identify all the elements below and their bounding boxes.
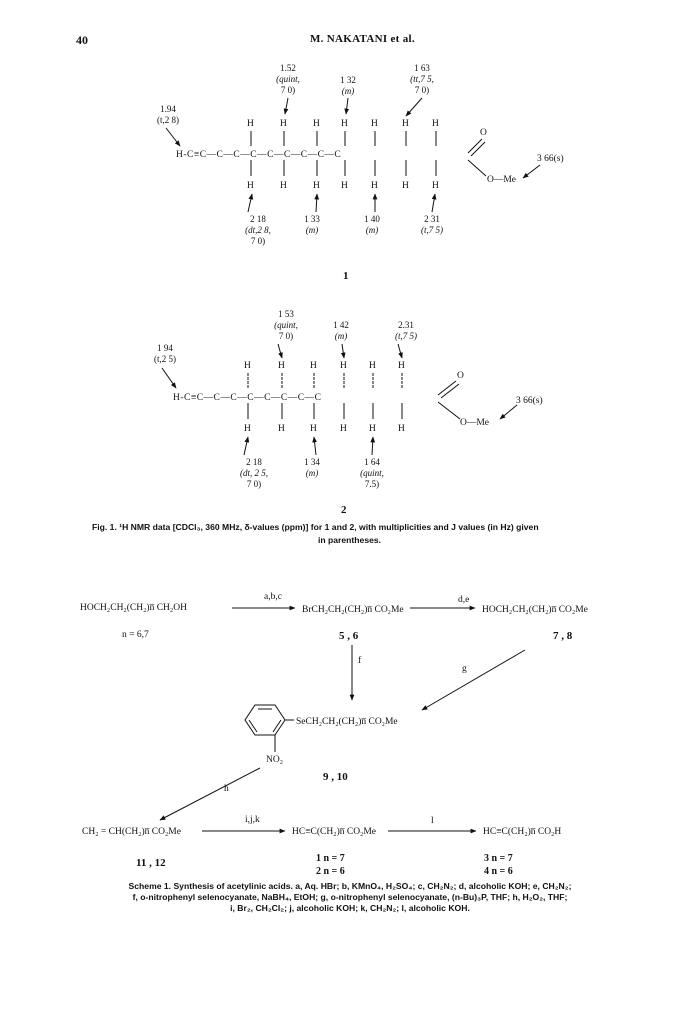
c2-shift-1.42: 1 42 (m) xyxy=(333,320,349,341)
compound-1-2-ester: HC≡C(CH₂)n̅ CO₂Me xyxy=(292,827,377,837)
c2-shift-3.66: 3 66(s) xyxy=(516,396,543,406)
svg-text:H: H xyxy=(278,361,285,371)
svg-text:H: H xyxy=(402,181,409,191)
c2-shift-1.53: 1 53 (quint, 7 0) xyxy=(274,309,298,341)
svg-text:H: H xyxy=(310,424,317,434)
svg-text:H: H xyxy=(398,424,405,434)
c2-chain: H-C≡C—C—C—C—C—C—C—C xyxy=(173,393,322,403)
c1-h-atoms-bonds xyxy=(247,119,486,191)
svg-text:H: H xyxy=(280,119,287,129)
c2-carbonyl-o: O xyxy=(457,371,464,381)
c1-shift-1.40: 1 40 (m) xyxy=(364,214,380,235)
svg-text:H: H xyxy=(244,424,251,434)
c1-shift-1.63: 1 63 (tt,7 5, 7 0) xyxy=(410,63,434,95)
c1-shift-1.33: 1 33 (m) xyxy=(304,214,320,235)
svg-text:H: H xyxy=(369,361,376,371)
compound-7-8: HOCH₂CH₂(CH₂)n̅ CO₂Me xyxy=(482,605,588,615)
svg-text:H: H xyxy=(402,119,409,129)
svg-text:H: H xyxy=(371,119,378,129)
reagent-g: g xyxy=(462,664,467,674)
scheme-n-values: n = 6,7 xyxy=(122,630,149,640)
compound-2-label: 2 xyxy=(341,504,347,516)
c1-shift-3.66: 3 66(s) xyxy=(537,154,564,164)
reagent-f: f xyxy=(358,656,362,666)
svg-text:H: H xyxy=(369,424,376,434)
reagents-de: d,e xyxy=(458,595,470,605)
running-title: M. NAKATANI et al. xyxy=(310,33,415,45)
c1-shift-1.32: 1 32 (m) xyxy=(340,75,356,96)
svg-text:H: H xyxy=(244,361,251,371)
c2-shift-2.31: 2.31 (t,7 5) xyxy=(395,320,417,341)
label-9-10: 9 , 10 xyxy=(323,771,348,783)
c1-shift-1.94: 1.94 (t,2 8) xyxy=(157,104,179,125)
c2-methoxy: O—Me xyxy=(460,418,490,428)
nitro-group: NO₂ xyxy=(266,755,284,765)
compound-3-4-acid: HC≡C(CH₂)n̅ CO₂H xyxy=(483,827,562,837)
c1-shift-2.18: 2 18 (dt,2 8, 7 0) xyxy=(245,214,271,246)
svg-text:H: H xyxy=(398,361,405,371)
label-3-n7: 3 n = 7 xyxy=(484,853,513,864)
label-7-8: 7 , 8 xyxy=(553,630,573,642)
compound-9-10: SeCH₂CH₂(CH₂)n̅ CO₂Me xyxy=(296,717,398,727)
svg-text:H: H xyxy=(371,181,378,191)
c1-methoxy: O—Me xyxy=(487,175,517,185)
c2-shift-2.18: 2 18 (dt, 2 5, 7 0) xyxy=(240,457,268,489)
c1-shift-1.52: 1.52 (quint, 7 0) xyxy=(276,63,300,95)
svg-text:H: H xyxy=(280,181,287,191)
compound-1-label: 1 xyxy=(343,270,349,282)
nitrophenyl-ring xyxy=(245,705,294,752)
c1-carbonyl-o: O xyxy=(480,128,487,138)
reagents-abc: a,b,c xyxy=(264,592,282,602)
svg-text:H: H xyxy=(247,181,254,191)
c2-shift-1.34: 1 34 (m) xyxy=(304,457,320,478)
c2-h-atoms-bonds xyxy=(244,361,460,434)
reagent-l: l xyxy=(431,816,434,826)
svg-text:H: H xyxy=(313,181,320,191)
svg-text:H: H xyxy=(247,119,254,129)
reagents-ijk: i,j,k xyxy=(245,815,260,825)
label-2-n6: 2 n = 6 xyxy=(316,866,345,877)
svg-text:H: H xyxy=(278,424,285,434)
c2-shift-1.64: 1 64 (quint, 7.5) xyxy=(360,457,384,489)
svg-text:H: H xyxy=(341,181,348,191)
scheme-caption: Scheme 1. Synthesis of acetylinic acids. a, Aq. HBr; b, KMnO₄, H₂SO₄; c, CH₂N₂; d, alcoholic KOH; e, CH₂N₂; f, o-nitrophenyl selenocyanate, NaBH₄, EtOH; g, o-nitrophenyl selenocyanate, (n-Bu)₃P, THF; h, H₂O₂, THF; i, Br₂, CH₂Cl₂; j, alcoholic KOH; k, CH₂N₂; l, alcoholic KOH. xyxy=(128,881,572,913)
svg-text:H: H xyxy=(313,119,320,129)
label-1-n7: 1 n = 7 xyxy=(316,853,345,864)
page-number: 40 xyxy=(76,33,88,47)
c2-shift-1.94: 1 94 (t,2 5) xyxy=(154,343,176,364)
scheme-start-compound: HOCH₂CH₂(CH₂)n̅ CH₂OH xyxy=(80,603,187,613)
label-4-n6: 4 n = 6 xyxy=(484,866,513,877)
figure-caption-line2: in parentheses. xyxy=(318,535,382,545)
svg-text:H: H xyxy=(340,424,347,434)
compound-11-12: CH₂ = CH(CH₂)n̅ CO₂Me xyxy=(82,827,181,837)
svg-text:H: H xyxy=(310,361,317,371)
reagent-h: h xyxy=(224,784,229,794)
c1-shift-2.31: 2 31 (t,7 5) xyxy=(421,214,443,235)
compound-5-6: BrCH₂CH₂(CH₂)n̅ CO₂Me xyxy=(302,605,404,615)
svg-text:H: H xyxy=(341,119,348,129)
label-5-6: 5 , 6 xyxy=(339,630,359,642)
svg-text:H: H xyxy=(432,181,439,191)
svg-text:H: H xyxy=(340,361,347,371)
svg-text:H: H xyxy=(432,119,439,129)
label-11-12: 11 , 12 xyxy=(136,857,166,869)
c1-chain: H-C≡C—C—C—C—C—C—C—C—C xyxy=(176,150,342,160)
figure-caption-line1: Fig. 1. ¹H NMR data [CDCl₃, 360 MHz, δ-values (ppm)] for 1 and 2, with multiplicities and J values (in Hz) given xyxy=(92,522,539,532)
